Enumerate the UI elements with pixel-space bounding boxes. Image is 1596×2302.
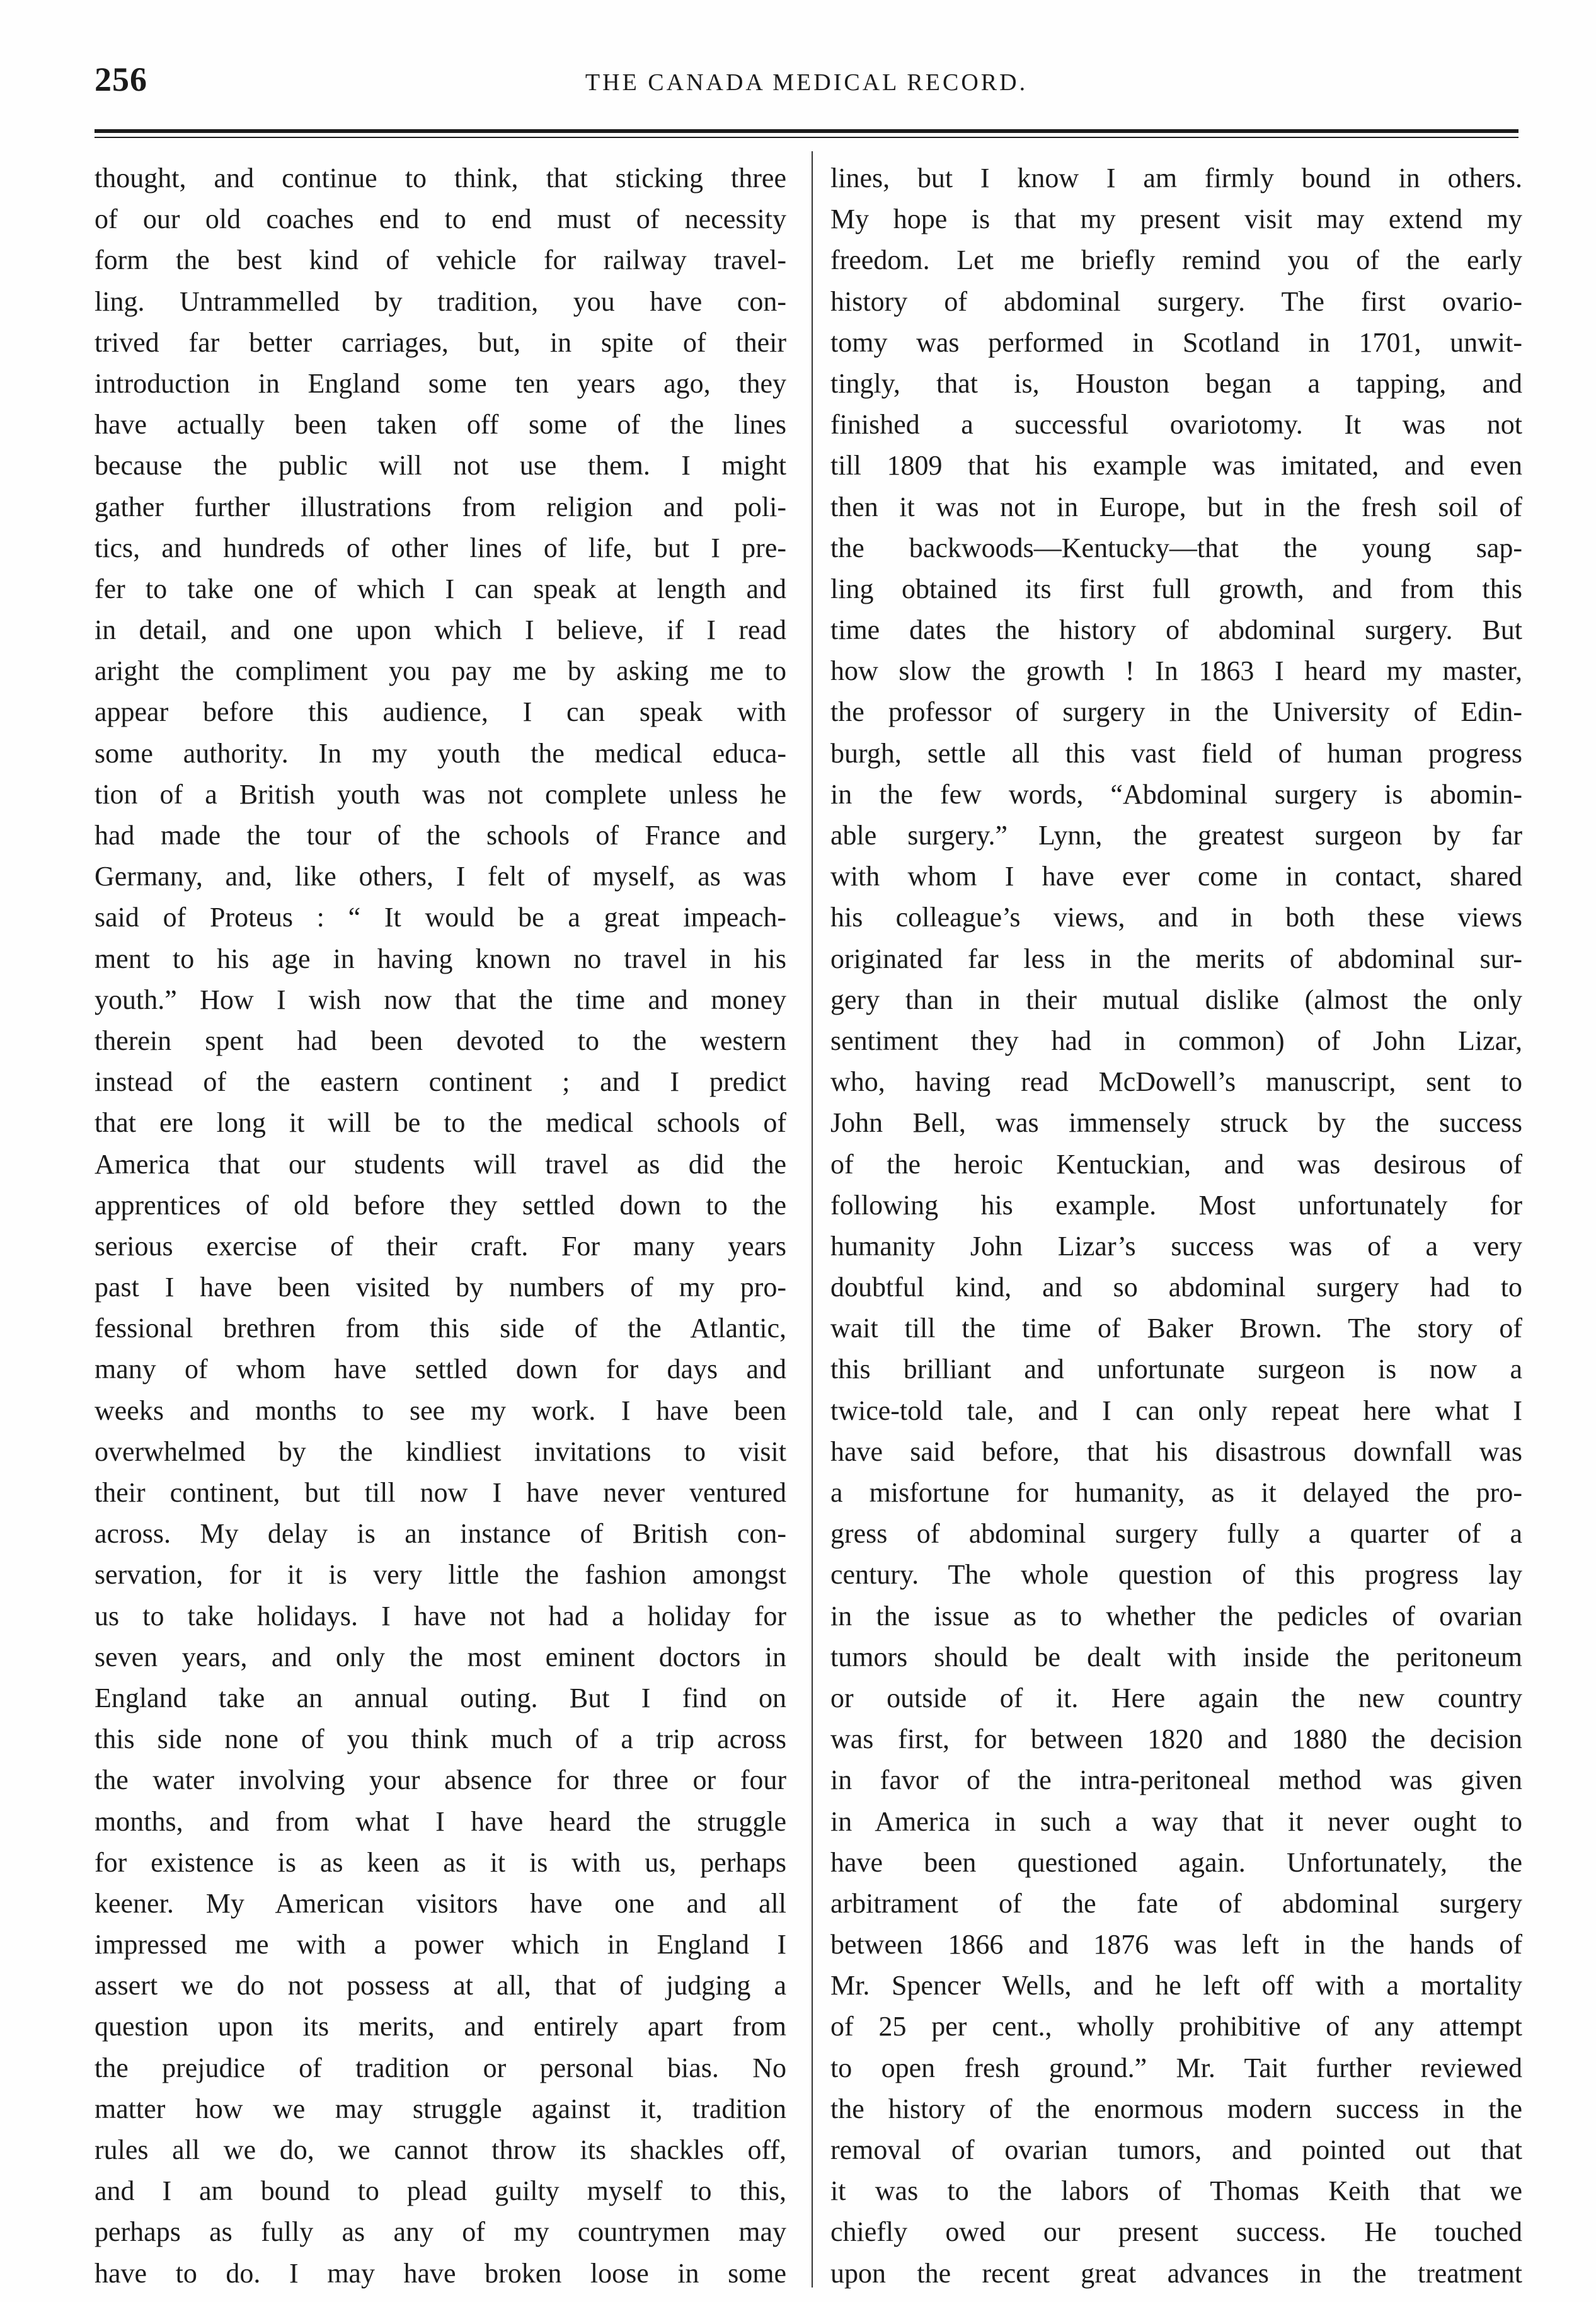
text-line: past I have been visited by numbers of my pro- (95, 1272, 786, 1303)
right-column (830, 158, 1522, 2294)
text-line: serious exercise of their craft. For many years (95, 1230, 786, 1262)
text-line: his colleague’s views, and in both these views (830, 902, 1522, 933)
text-line: have said before, that his disastrous downfall was (830, 1436, 1522, 1467)
page-number: 256 (95, 60, 147, 98)
text-line: their continent, but till now I have never ventured (95, 1477, 786, 1508)
text-line: ling. Untrammelled by tradition, you have con- (95, 285, 786, 317)
text-line: and I am bound to plead guilty myself to this, (95, 2175, 786, 2207)
text-line: many of whom have settled down for days and (95, 1354, 786, 1385)
text-line: then it was not in Europe, but in the fresh soil of (830, 491, 1522, 522)
text-line: humanity John Lizar’s success was of a very (830, 1230, 1522, 1262)
text-line: My hope is that my present visit may extend my (830, 204, 1522, 235)
text-line: it was to the labors of Thomas Keith that we (830, 2175, 1522, 2207)
page-header (95, 60, 1518, 117)
text-line: America that our students will travel as did the (95, 1148, 786, 1180)
text-line: seven years, and only the most eminent doctors in (95, 1641, 786, 1672)
text-line: lines, but I know I am firmly bound in others. (830, 163, 1522, 193)
text-line: of our old coaches end to end must of necessity (95, 204, 786, 235)
text-line: have to do. I may have broken loose in some (95, 2257, 786, 2289)
text-line: for existence is as keen as it is with us, perhaps (95, 1846, 786, 1878)
text-line: John Bell, was immensely struck by the success (830, 1107, 1522, 1139)
text-line: overwhelmed by the kindliest invitations to visit (95, 1436, 786, 1467)
text-line: how slow the growth ! In 1863 I heard my master, (830, 655, 1522, 687)
text-line: in the issue as to whether the pedicles of ovarian (830, 1600, 1522, 1632)
text-line: question upon its merits, and entirely apart from (95, 2011, 786, 2042)
text-line: twice-told tale, and I can only repeat here what I (830, 1395, 1522, 1426)
text-line: able surgery.” Lynn, the greatest surgeon by far (830, 820, 1522, 851)
text-line: us to take holidays. I have not had a holiday for (95, 1600, 786, 1632)
text-line: tics, and hundreds of other lines of life, but I pre- (95, 532, 786, 563)
text-line: form the best kind of vehicle for railway travel- (95, 245, 786, 276)
text-line: burgh, settle all this vast field of human progress (830, 737, 1522, 769)
text-line: till 1809 that his example was imitated, and even (830, 450, 1522, 481)
text-line: or outside of it. Here again the new country (830, 1682, 1522, 1713)
text-line: the water involving your absence for three or four (95, 1764, 786, 1796)
text-line: doubtful kind, and so abdominal surgery had to (830, 1272, 1522, 1303)
text-line: time dates the history of abdominal surgery. But (830, 614, 1522, 646)
text-line: matter how we may struggle against it, tradition (95, 2093, 786, 2124)
text-line: upon the recent great advances in the treatment (830, 2257, 1522, 2289)
text-line: who, having read McDowell’s manuscript, sent to (830, 1066, 1522, 1098)
text-line: following his example. Most unfortunately for (830, 1189, 1522, 1221)
text-line: had made the tour of the schools of France and (95, 820, 786, 851)
text-line: gery than in their mutual dislike (almost the only (830, 984, 1522, 1015)
text-line: this side none of you think much of a trip across (95, 1724, 786, 1755)
text-line: this brilliant and unfortunate surgeon is now a (830, 1354, 1522, 1385)
text-line: the backwoods—Kentucky—that the young sap- (830, 532, 1522, 563)
header-rule-thin (95, 137, 1518, 138)
text-line: chiefly owed our present success. He touched (830, 2216, 1522, 2248)
text-line: Mr. Spencer Wells, and he left off with a mortality (830, 1970, 1522, 2001)
text-line: introduction in England some ten years ago, they (95, 367, 786, 399)
text-line: Germany, and, like others, I felt of myself, as was (95, 861, 786, 892)
text-line: England take an annual outing. But I find on (95, 1682, 786, 1713)
column-divider (812, 151, 813, 2288)
text-line: arbitrament of the fate of abdominal surgery (830, 1887, 1522, 1919)
text-line: appear before this audience, I can speak with (95, 696, 786, 728)
text-line: gather further illustrations from religion and poli- (95, 491, 786, 522)
text-line: sentiment they had in common) of John Lizar, (830, 1025, 1522, 1056)
text-line: apprentices of old before they settled down to the (95, 1189, 786, 1221)
text-line: between 1866 and 1876 was left in the hands of (830, 1929, 1522, 1960)
text-line: freedom. Let me briefly remind you of the early (830, 245, 1522, 276)
text-line: removal of ovarian tumors, and pointed out that (830, 2134, 1522, 2165)
text-line: across. My delay is an instance of British con- (95, 1518, 786, 1550)
text-line: some authority. In my youth the medical educa- (95, 737, 786, 769)
text-line: have been questioned again. Unfortunately, the (830, 1846, 1522, 1878)
text-line: the prejudice of tradition or personal bias. No (95, 2052, 786, 2083)
text-line: ment to his age in having known no travel in his (95, 943, 786, 974)
text-line: thought, and continue to think, that sticking three (95, 163, 786, 193)
text-line: wait till the time of Baker Brown. The story of (830, 1313, 1522, 1344)
text-line: tumors should be dealt with inside the peritoneum (830, 1641, 1522, 1672)
text-line: that ere long it will be to the medical schools of (95, 1107, 786, 1139)
text-line: was first, for between 1820 and 1880 the decision (830, 1724, 1522, 1755)
text-line: originated far less in the merits of abdominal sur- (830, 943, 1522, 974)
text-line: said of Proteus : “ It would be a great impeach- (95, 902, 786, 933)
text-line: instead of the eastern continent ; and I predict (95, 1066, 786, 1098)
text-line: months, and from what I have heard the struggle (95, 1805, 786, 1837)
text-line: youth.” How I wish now that the time and money (95, 984, 786, 1015)
text-line: history of abdominal surgery. The first ovario- (830, 285, 1522, 317)
text-line: in detail, and one upon which I believe, if I read (95, 614, 786, 646)
text-line: keener. My American visitors have one and all (95, 1887, 786, 1919)
text-line: because the public will not use them. I might (95, 450, 786, 481)
text-line: rules all we do, we cannot throw its shackles off, (95, 2134, 786, 2165)
text-line: to open fresh ground.” Mr. Tait further reviewed (830, 2052, 1522, 2083)
text-line: of the heroic Kentuckian, and was desirous of (830, 1148, 1522, 1180)
text-line: have actually been taken off some of the lines (95, 409, 786, 440)
header-rule-thick (95, 129, 1518, 133)
text-line: of 25 per cent., wholly prohibitive of any attempt (830, 2011, 1522, 2042)
text-line: gress of abdominal surgery fully a quarter of a (830, 1518, 1522, 1550)
text-line: weeks and months to see my work. I have been (95, 1395, 786, 1426)
text-line: tomy was performed in Scotland in 1701, unwit- (830, 326, 1522, 358)
text-line: century. The whole question of this progress lay (830, 1559, 1522, 1591)
text-line: in America in such a way that it never ought to (830, 1805, 1522, 1837)
text-line: assert we do not possess at all, that of judging a (95, 1970, 786, 2001)
text-line: tingly, that is, Houston began a tapping, and (830, 367, 1522, 399)
text-line: servation, for it is very little the fashion amongst (95, 1559, 786, 1591)
text-line: fessional brethren from this side of the Atlantic, (95, 1313, 786, 1344)
text-line: impressed me with a power which in England I (95, 1929, 786, 1960)
text-line: perhaps as fully as any of my countrymen may (95, 2216, 786, 2248)
text-line: with whom I have ever come in contact, shared (830, 861, 1522, 892)
text-line: trived far better carriages, but, in spite of their (95, 326, 786, 358)
text-line: therein spent had been devoted to the western (95, 1025, 786, 1056)
text-line: in the few words, “Abdominal surgery is abomin- (830, 778, 1522, 810)
text-line: finished a successful ovariotomy. It was not (830, 409, 1522, 440)
left-column (95, 158, 786, 2294)
running-title: THE CANADA MEDICAL RECORD. (585, 69, 1028, 96)
text-line: a misfortune for humanity, as it delayed the pro- (830, 1477, 1522, 1508)
text-line: tion of a British youth was not complete unless he (95, 778, 786, 810)
text-line: ling obtained its first full growth, and from this (830, 573, 1522, 604)
text-line: fer to take one of which I can speak at length and (95, 573, 786, 604)
text-line: in favor of the intra-peritoneal method was given (830, 1764, 1522, 1796)
text-line: the professor of surgery in the University of Edin- (830, 696, 1522, 728)
text-line: aright the compliment you pay me by asking me to (95, 655, 786, 687)
text-line: the history of the enormous modern success in the (830, 2093, 1522, 2124)
